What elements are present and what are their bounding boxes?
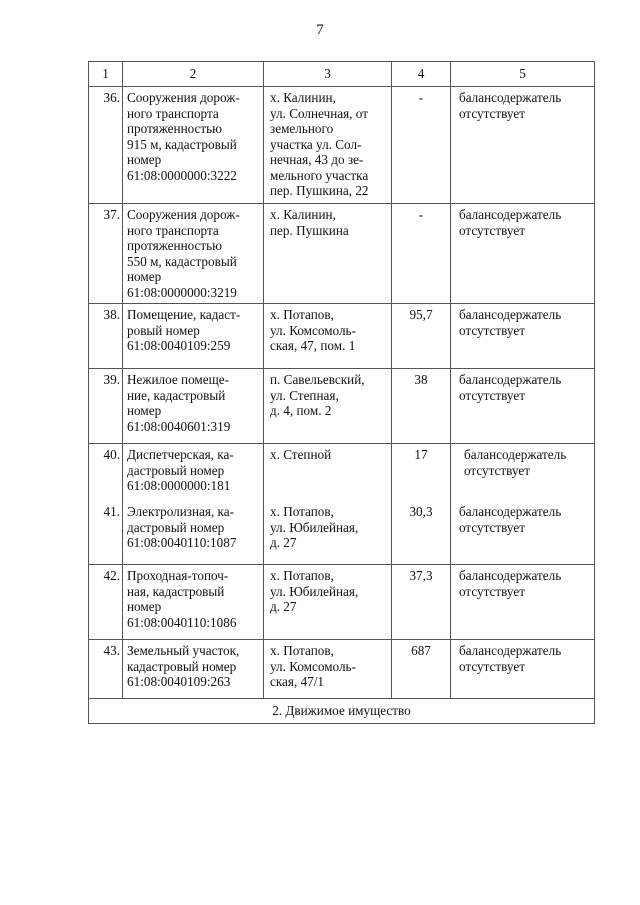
object-address (264, 640, 392, 699)
table-row (89, 87, 595, 204)
column-header: 3 (264, 62, 392, 87)
section-heading: 2. Движимое имущество (89, 699, 595, 724)
object-address (264, 304, 392, 369)
balance-holder-text: балансодержатель отсутствует (459, 307, 562, 338)
object-name-text: Диспетчерская, ка- дастровый номер 61:08:0000000:181 (127, 447, 234, 493)
object-name-text: Нежилое помеще- ние, кадастровый номер 61:08:0040601:319 (127, 372, 231, 434)
object-address-text: х. Степной (270, 447, 332, 462)
object-address (264, 444, 392, 502)
object-address-text: п. Савельевский, ул. Степная, д. 4, пом. 2 (270, 372, 365, 418)
column-header: 2 (123, 62, 264, 87)
object-name (123, 87, 264, 204)
row-number: 43. (89, 640, 123, 699)
table-row (89, 501, 595, 565)
balance-holder (451, 501, 595, 565)
balance-holder (451, 640, 595, 699)
table-row (89, 369, 595, 444)
property-registry-table (88, 61, 595, 724)
balance-holder-text: балансодержатель отсутствует (459, 504, 562, 535)
object-address-text: х. Потапов, ул. Комсомоль- ская, 47, пом. 1 (270, 307, 356, 353)
object-address (264, 501, 392, 565)
object-address-text: х. Потапов, ул. Юбилейная, д. 27 (270, 504, 359, 550)
table-row (89, 304, 595, 369)
row-number: 36. (89, 87, 123, 204)
table-row (89, 640, 595, 699)
row-number: 42. (89, 565, 123, 640)
object-address-text: х. Калинин, ул. Солнечная, от земельного участка ул. Сол- нечная, 43 до зе- мельного участка пер. Пушкина, 22 (270, 90, 369, 198)
row-number: 40. (89, 444, 123, 502)
object-name (123, 444, 264, 502)
object-area: 37,3 (392, 565, 451, 640)
object-name (123, 369, 264, 444)
object-name (123, 204, 264, 304)
object-area: 95,7 (392, 304, 451, 369)
balance-holder-text: балансодержатель отсутствует (464, 447, 567, 478)
balance-holder-text: балансодержатель отсутствует (459, 568, 562, 599)
object-name-text: Помещение, кадаст- ровый номер 61:08:0040109:259 (127, 307, 241, 353)
table-header-row (89, 62, 595, 87)
column-header: 5 (451, 62, 595, 87)
balance-holder-text: балансодержатель отсутствует (459, 643, 562, 674)
object-address (264, 369, 392, 444)
object-name-text: Сооружения дорож- ного транспорта протяженностью 550 м, кадастровый номер 61:08:0000000:3219 (127, 207, 240, 300)
object-address (264, 87, 392, 204)
section-heading-row (89, 699, 595, 724)
balance-holder (451, 204, 595, 304)
balance-holder (451, 565, 595, 640)
object-name (123, 565, 264, 640)
balance-holder (451, 87, 595, 204)
page-number: 7 (316, 22, 324, 38)
object-address-text: х. Потапов, ул. Комсомоль- ская, 47/1 (270, 643, 356, 689)
object-address-text: х. Калинин, пер. Пушкина (270, 207, 349, 238)
balance-holder (451, 444, 595, 502)
balance-holder-text: балансодержатель отсутствует (459, 90, 562, 121)
balance-holder (451, 304, 595, 369)
object-area: 38 (392, 369, 451, 444)
object-area: - (392, 87, 451, 204)
column-header: 1 (89, 62, 123, 87)
row-number: 37. (89, 204, 123, 304)
object-address (264, 565, 392, 640)
row-number: 39. (89, 369, 123, 444)
column-header: 4 (392, 62, 451, 87)
object-name-text: Проходная-топоч- ная, кадастровый номер 61:08:0040110:1086 (127, 568, 237, 630)
object-name-text: Электролизная, ка- дастровый номер 61:08:0040110:1087 (127, 504, 237, 550)
object-name (123, 304, 264, 369)
object-name-text: Земельный участок, кадастровый номер 61:08:0040109:263 (127, 643, 240, 689)
object-address (264, 204, 392, 304)
object-address-text: х. Потапов, ул. Юбилейная, д. 27 (270, 568, 359, 614)
object-area: 30,3 (392, 501, 451, 565)
object-area: 17 (392, 444, 451, 502)
balance-holder-text: балансодержатель отсутствует (459, 372, 562, 403)
table-row (89, 444, 595, 502)
balance-holder-text: балансодержатель отсутствует (459, 207, 562, 238)
balance-holder (451, 369, 595, 444)
object-name-text: Сооружения дорож- ного транспорта протяженностью 915 м, кадастровый номер 61:08:0000000:3222 (127, 90, 240, 183)
table-row (89, 565, 595, 640)
object-name (123, 640, 264, 699)
object-area: - (392, 204, 451, 304)
row-number: 41. (89, 501, 123, 565)
table-row (89, 204, 595, 304)
object-name (123, 501, 264, 565)
object-area: 687 (392, 640, 451, 699)
row-number: 38. (89, 304, 123, 369)
